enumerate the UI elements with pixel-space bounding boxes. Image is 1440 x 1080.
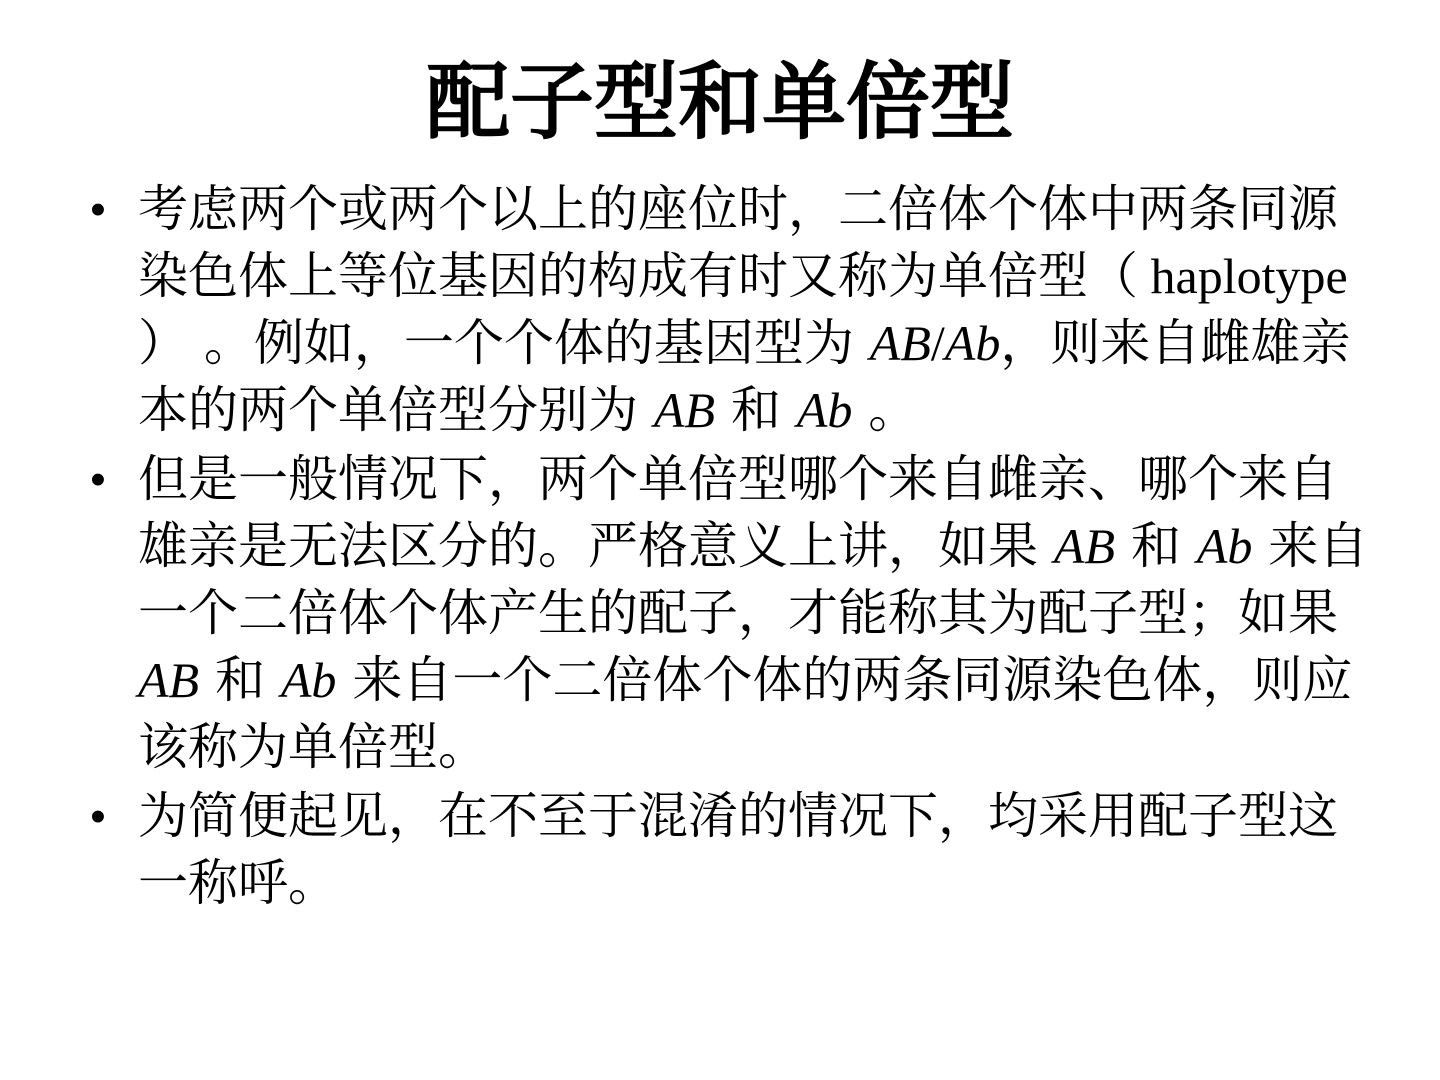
bullet-icon: • <box>90 185 106 234</box>
bullet-2-chromosome-ab-lower: Ab <box>280 652 337 708</box>
bullet-icon: • <box>90 792 106 841</box>
slide-title: 配子型和单倍型 <box>425 53 1014 151</box>
bullet-list <box>84 176 1374 919</box>
bullet-2-chromosome-ab: AB <box>138 652 200 708</box>
bullet-2-text-1: 但是一般情况下，两个单倍型哪个来自雌亲、哪个来自雄亲是无法区分的。严格意义上讲，如果 <box>138 450 1338 575</box>
bullet-2-text-2: 和 <box>1115 517 1197 575</box>
bullet-1-haplotype-ab: AB <box>653 382 715 438</box>
bullet-1-text-2: 。例如，一个个体的基因型为 <box>188 314 870 372</box>
bullet-item-3 <box>84 783 1374 917</box>
bullet-2-text-5: 来自一个二倍体个体的两条同源染色体，则应该称为单倍型。 <box>138 651 1353 776</box>
bullet-1-text-4: 和 <box>715 381 797 439</box>
bullet-item-1 <box>84 176 1374 444</box>
bullet-1-haplotype: （ haplotype ） <box>138 248 1348 371</box>
bullet-1-genotype-ab-lower: Ab <box>944 315 1001 371</box>
bullet-icon: • <box>90 455 106 504</box>
bullet-2-text-3: 来自一个二倍体个体产生的配子，才能称其为配子型；如果 <box>138 517 1369 642</box>
bullet-2-gamete-ab: AB <box>1053 518 1115 574</box>
bullet-1-haplotype-ab-lower: Ab <box>796 382 853 438</box>
bullet-2-text-4: 和 <box>199 651 281 709</box>
bullet-1-text-1: 考虑两个或两个以上的座位时，二倍体个体中两条同源染色体上等位基因的构成有时又称为单倍型 <box>138 180 1338 305</box>
bullet-1-slash: / <box>930 315 945 371</box>
bullet-item-2 <box>84 446 1374 781</box>
bullet-2-gamete-ab-lower: Ab <box>1196 518 1253 574</box>
bullet-1-text-3: ，则来自雌雄亲本的两个单倍型分别为 <box>138 314 1351 439</box>
bullet-3-text: 为简便起见，在不至于混淆的情况下，均采用配子型这一称呼。 <box>138 787 1338 912</box>
bullet-1-genotype-ab: AB <box>869 315 931 371</box>
bullet-1-text-5: 。 <box>852 381 919 439</box>
